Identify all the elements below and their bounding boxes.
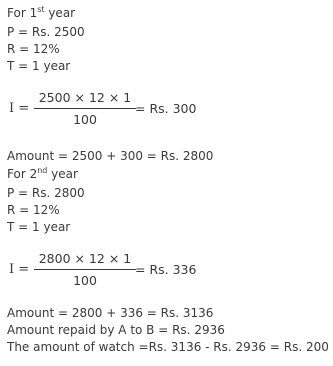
year2-interest-formula <box>9 251 329 291</box>
year1-fraction-bar <box>34 108 136 109</box>
year1-fraction-denominator: 100 <box>73 112 97 127</box>
year2-fraction-bar <box>34 269 136 270</box>
year2-principal: P = Rs. 2800 <box>7 186 85 200</box>
amount-repaid: Amount repaid by A to B = Rs. 2936 <box>7 323 225 337</box>
year1-fraction <box>34 90 136 130</box>
year2-heading <box>7 166 78 182</box>
year2-heading-text: For 2 <box>7 167 38 181</box>
year2-rate: R = 12% <box>7 203 60 217</box>
year2-formula-result: = Rs. 336 <box>135 262 197 277</box>
year1-amount: Amount = 2500 + 300 = Rs. 2800 <box>7 149 214 163</box>
year2-heading-superscript: nd <box>37 166 48 175</box>
year2-amount: Amount = 2800 + 336 = Rs. 3136 <box>7 306 214 320</box>
year1-formula-lhs: I = <box>9 101 30 116</box>
year2-formula-lhs: I = <box>9 262 30 277</box>
year1-heading-superscript: st <box>37 5 45 14</box>
year1-heading <box>7 5 75 21</box>
year1-formula-result: = Rs. 300 <box>135 101 197 116</box>
year1-interest-formula <box>9 90 329 130</box>
year1-heading-suffix: year <box>44 6 76 20</box>
watch-amount: The amount of watch =Rs. 3136 - Rs. 2936 = Rs. 200 <box>7 340 329 354</box>
year2-fraction <box>34 251 136 291</box>
year1-heading-text: For 1 <box>7 6 38 20</box>
year2-fraction-numerator: 2800 × 12 × 1 <box>38 251 132 266</box>
year1-principal: P = Rs. 2500 <box>7 25 85 39</box>
year1-time: T = 1 year <box>7 59 71 73</box>
year1-fraction-numerator: 2500 × 12 × 1 <box>38 90 132 105</box>
year2-heading-suffix: year <box>47 167 78 181</box>
year1-rate: R = 12% <box>7 42 60 56</box>
year2-fraction-denominator: 100 <box>73 273 97 288</box>
year2-time: T = 1 year <box>7 220 71 234</box>
